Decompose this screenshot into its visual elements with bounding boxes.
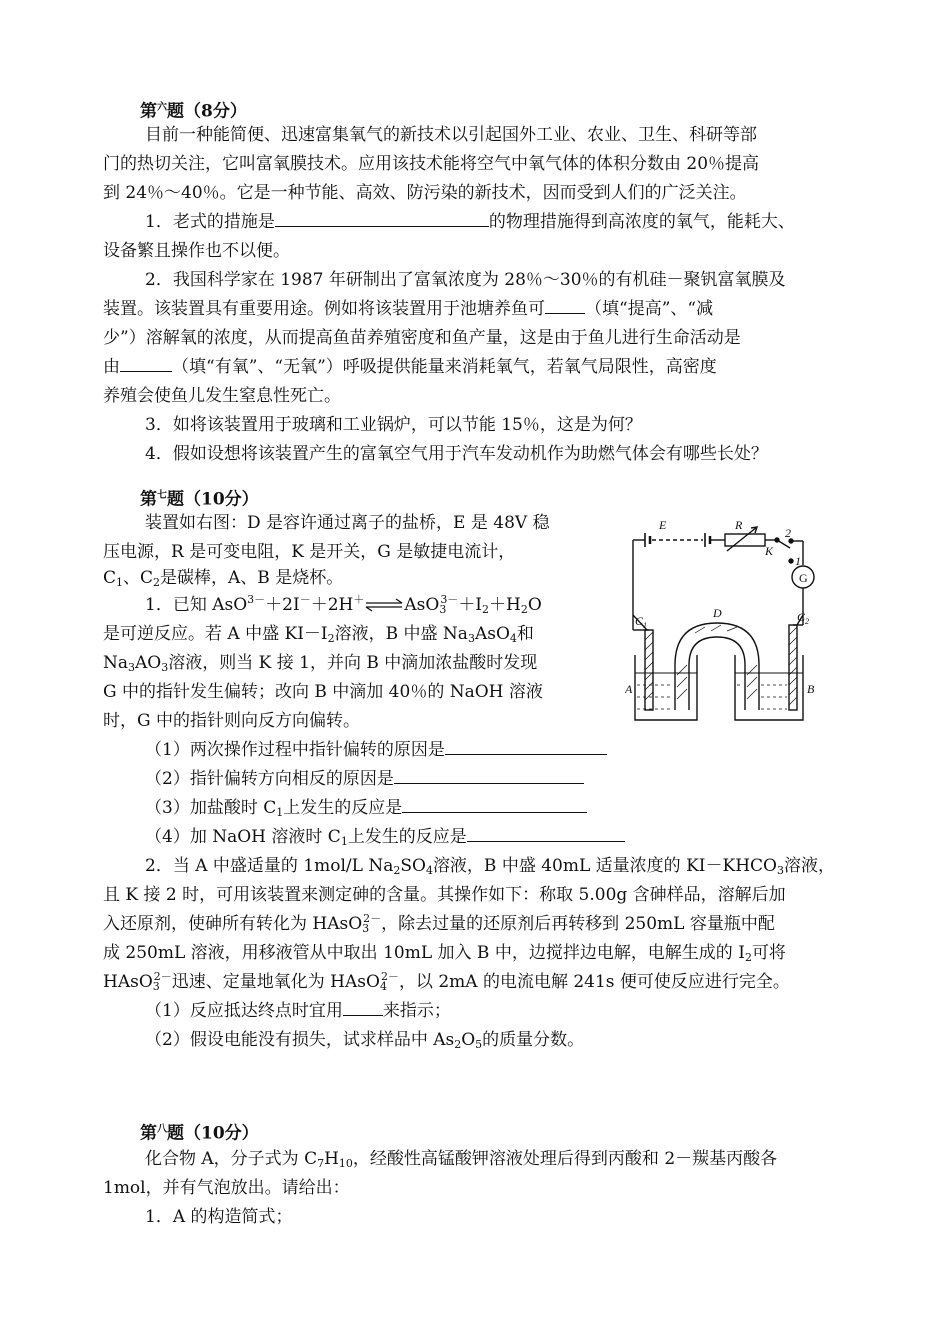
text: 溶液， (783, 856, 835, 876)
section6-q2-line: 2．我国科学家在 1987 年研制出了富氧浓度为 28％～30％的有机硅－聚钒富氧膜及 (145, 270, 786, 290)
text: 是碳棒，A、B 是烧杯。 (160, 568, 344, 588)
section8-heading (140, 1117, 259, 1147)
subscript: 1 (643, 621, 648, 630)
subscript: 1 (116, 576, 124, 589)
section6-q4: 4．假如设想将该装置产生的富氧空气用于汽车发动机作为助燃气体会有哪些长处？ (145, 444, 768, 464)
q2-text: （填“有氧”、“无氧”）呼吸提供能量来消耗氧气，若氧气局限性，高密度 (172, 357, 717, 377)
q1-prefix: 1．老式的措施是 (145, 212, 275, 232)
text: H (324, 1149, 339, 1169)
text: 和 (516, 624, 534, 644)
label-c2 (797, 610, 809, 626)
text: （2）指针偏转方向相反的原因是 (145, 769, 394, 789)
electrode-c1 (645, 630, 653, 710)
q2-text: （填“提高”、“减 (585, 299, 714, 319)
text: O (461, 1030, 476, 1050)
section7-q2-line (103, 969, 790, 995)
text: ，除去过量的还原剂后再转移到 250mL 容量瓶中配 (381, 914, 775, 934)
subscript: 7 (317, 1157, 325, 1170)
superscript: － (299, 593, 311, 606)
beaker-a (635, 655, 697, 720)
text: 迅速、定量地氧化为 HAsO (171, 972, 380, 992)
answer-blank[interactable] (394, 767, 584, 784)
subscript: 2 (327, 632, 335, 645)
apparatus-diagram (625, 515, 825, 730)
text: 上发生的反应是 (283, 798, 403, 818)
section7-intro-line (103, 565, 343, 591)
subscript: 3 (439, 603, 447, 616)
section7-intro-line: 装置如右图：D 是容许通过离子的盐桥，E 是 48V 稳 (145, 513, 550, 533)
text: O (527, 595, 542, 615)
section8-line (145, 1146, 777, 1172)
text: 溶液，B 中盛 40mL 适量浓度的 KI－KHCO (432, 856, 777, 876)
section7-intro-line: 压电源，R 是可变电阻，K 是开关，G 是敏捷电流计， (103, 542, 516, 562)
text: 溶液，B 中盛 Na (334, 624, 468, 644)
answer-blank[interactable] (545, 297, 585, 314)
answer-blank[interactable] (467, 825, 625, 842)
subscript: 2 (520, 603, 528, 616)
subscript: 2 (805, 617, 810, 626)
section6-q2-line: 少”）溶解氧的浓度，从而提高鱼苗养殖密度和鱼产量，这是由于鱼儿进行生命活动是 (103, 328, 741, 348)
answer-blank[interactable] (343, 999, 383, 1016)
label-k: K (765, 544, 774, 558)
label-2: 2 (785, 526, 791, 540)
heading-suffix: 题（10分） (167, 1123, 259, 1144)
text: （1）两次操作过程中指针偏转的原因是 (145, 740, 445, 760)
q2-text: 由 (103, 357, 120, 377)
heading-prefix: 第 (140, 1123, 157, 1144)
subscript: 3 (152, 980, 160, 993)
section7-sub1 (145, 737, 607, 763)
superscript: 2－ (380, 970, 399, 983)
section7-q2-sub1 (145, 998, 451, 1024)
section7-q2-line (145, 853, 835, 879)
text: SO (400, 856, 426, 876)
subscript: 2 (153, 576, 161, 589)
section6-intro-line: 目前一种能简便、迅速富集氧气的新技术以引起国外工业、农业、卫生、科研等部 (145, 125, 757, 145)
heading-prefix: 第 (140, 489, 157, 510)
subscript: 10 (338, 1157, 353, 1170)
subscript: 3 (776, 864, 784, 877)
text: Na (103, 653, 129, 673)
section8-q1: 1．A 的构造简式； (145, 1207, 293, 1227)
label-b: B (807, 682, 815, 696)
section7-q1-line (103, 621, 534, 647)
label-r: R (735, 518, 743, 532)
subscript: 2 (454, 1038, 462, 1051)
text: ，经酸性高锰酸钾溶液处理后得到丙酸和 2－羰基丙酸各 (352, 1149, 778, 1169)
section6-q2-line (103, 296, 713, 322)
subscript: 2 (744, 951, 752, 964)
text: （4）加 NaOH 溶液时 C (145, 827, 341, 847)
text: ＋2I (265, 595, 300, 615)
section6-intro-line: 门的热切关注，它叫富氧膜技术。应用该技术能将空气中氧气体的体积分数由 20％提高 (103, 154, 760, 174)
text: 入还原剂，使砷所有转化为 HAsO (103, 914, 363, 934)
subscript: 2 (393, 864, 401, 877)
text: 来指示； (382, 1001, 451, 1021)
answer-blank[interactable] (402, 796, 587, 813)
text: AO (135, 653, 162, 673)
heading-number: 六 (157, 102, 167, 113)
text: 是可逆反应。若 A 中盛 KI－I (103, 624, 328, 644)
subscript: 3 (467, 632, 475, 645)
text: 可将 (751, 943, 786, 963)
subscript: 4 (509, 632, 517, 645)
text: ＋I (458, 595, 483, 615)
text: AsO (474, 624, 510, 644)
section7-q1-line: 时，G 中的指针则向反方向偏转。 (103, 711, 360, 731)
equilibrium-arrow-icon (364, 598, 404, 612)
text: 上发生的反应是 (347, 827, 467, 847)
text: （1）反应抵达终点时宜用 (145, 1001, 343, 1021)
text: 溶液，则当 K 接 1，并向 B 中滴加浓盐酸时发现 (168, 653, 538, 673)
text: 的质量分数。 (482, 1030, 585, 1050)
section6-heading (140, 95, 247, 125)
heading-prefix: 第 (140, 101, 157, 122)
section7-q2-line: 且 K 接 2 时，可用该装置来测定砷的含量。其操作如下：称取 5.00g 含砷样品，溶解后加 (103, 885, 786, 905)
superscript: 2－ (153, 970, 172, 983)
text: ＋H (489, 595, 521, 615)
section7-q2-sub2 (145, 1027, 584, 1053)
superscript: 2－ (363, 912, 382, 925)
subscript: 4 (425, 864, 433, 877)
section7-q2-line (103, 940, 786, 966)
heading-number: 七 (157, 490, 167, 501)
heading-suffix: 题（8分） (167, 101, 247, 122)
label-g: G (799, 571, 808, 585)
label-e: E (659, 518, 667, 532)
text: （3）加盐酸时 C (145, 798, 277, 818)
label-1: 1 (795, 554, 801, 568)
superscript: 3－ (247, 593, 266, 606)
section7-sub3 (145, 795, 587, 821)
text: 1．已知 AsO (145, 595, 248, 615)
section6-q1 (145, 209, 795, 235)
text: 成 250mL 溶液，用移液管从中取出 10mL 加入 B 中，边搅拌边电解，电解生成的 I (103, 943, 745, 963)
q2-text: 装置。该装置具有重要用途。例如将该装置用于池塘养鱼可 (103, 299, 545, 319)
text: 化合物 A，分子式为 C (145, 1149, 318, 1169)
section7-sub4 (145, 824, 625, 850)
section6-q2-line (103, 354, 717, 380)
q1-suffix: 的物理措施得到高浓度的氧气，能耗大、 (488, 212, 795, 232)
superscript: 3－ (440, 593, 459, 606)
section7-q1-line: G 中的指针发生偏转；改向 B 中滴加 40％的 NaOH 溶液 (103, 682, 543, 702)
salt-bridge (675, 623, 759, 710)
section6-q1-cont: 设备繁且操作也不以便。 (103, 241, 290, 261)
subscript: 5 (475, 1038, 483, 1051)
section6-intro-line: 到 24％～40％。它是一种节能、高效、防污染的新技术，因而受到人们的广泛关注。 (103, 183, 747, 203)
section6-q2-line: 养殖会使鱼儿发生窒息性死亡。 (103, 386, 341, 406)
subscript: 3 (128, 661, 136, 674)
subscript: 3 (362, 922, 370, 935)
text: 2．当 A 中盛适量的 1mol/L Na (145, 856, 394, 876)
text: （2）假设电能没有损失，试求样品中 As (145, 1030, 455, 1050)
text: C (635, 614, 644, 628)
text: ＋2H (310, 595, 354, 615)
label-a: A (625, 682, 633, 696)
answer-blank[interactable] (445, 738, 607, 755)
subscript: 1 (276, 806, 284, 819)
text: AsO (404, 595, 440, 615)
answer-blank[interactable] (120, 355, 172, 372)
superscript: ＋ (353, 593, 365, 606)
heading-suffix: 题（10分） (167, 489, 259, 510)
text: ，以 2mA 的电流电解 241s 便可使反应进行完全。 (398, 972, 790, 992)
section7-q2-line (103, 911, 775, 937)
section7-sub2 (145, 766, 584, 792)
text: C (103, 568, 117, 588)
subscript: 3 (161, 661, 169, 674)
answer-blank[interactable] (275, 210, 489, 227)
section7-q1-line (103, 650, 537, 676)
section7-heading (140, 483, 259, 513)
label-c1 (635, 614, 647, 630)
section7-q1-equation (145, 592, 542, 618)
subscript: 2 (482, 603, 490, 616)
section6-q3: 3．如将该装置用于玻璃和工业锅炉，可以节能 15％，这是为何？ (145, 415, 642, 435)
label-d: D (713, 606, 722, 620)
text: HAsO (103, 972, 153, 992)
text: 、C (123, 568, 154, 588)
section8-line: 1mol，并有气泡放出。请给出： (103, 1178, 350, 1198)
subscript: 1 (340, 835, 348, 848)
heading-number: 八 (157, 1124, 167, 1135)
text: C (797, 610, 806, 624)
subscript: 4 (379, 980, 387, 993)
